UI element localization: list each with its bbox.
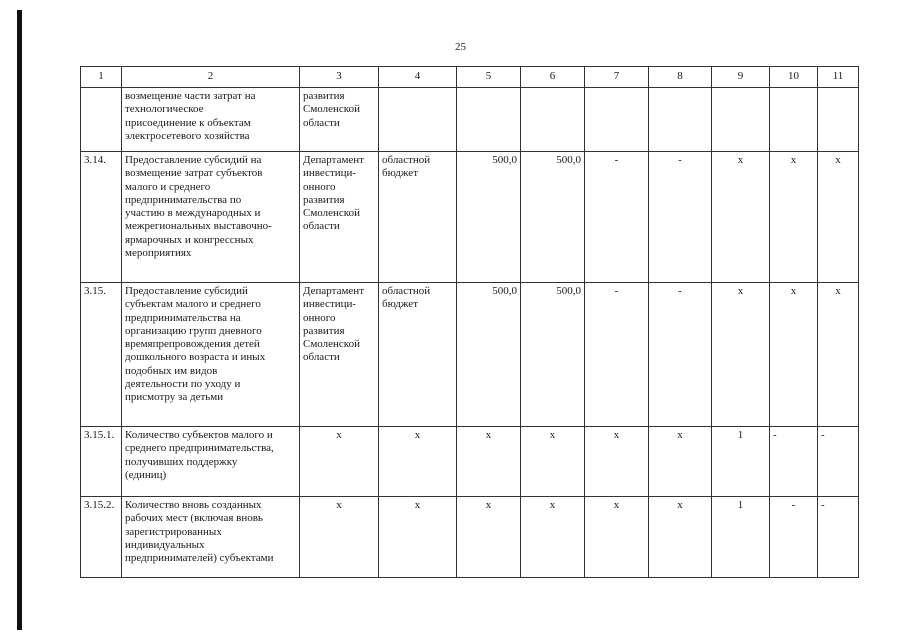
row-value-8: - xyxy=(649,152,712,283)
row-source: областной бюджет xyxy=(379,152,457,283)
row-value-5: 500,0 xyxy=(457,283,521,427)
row-number: 3.14. xyxy=(81,152,122,283)
row-executor: развития Смоленской области xyxy=(300,88,379,152)
header-cell: 10 xyxy=(770,67,818,88)
row-source xyxy=(379,88,457,152)
row-value-5: х xyxy=(457,497,521,578)
row-number xyxy=(81,88,122,152)
row-name: возмещение части затрат на технологическое присоединение к объектам электросетевого хозяйства xyxy=(122,88,300,152)
table-row-3-14 xyxy=(81,152,859,283)
row-name: Предоставление субсидий на возмещение затрат субъектов малого и среднего предпринимательства по участию в международных и межрегиональных выставочно- ярмарочных и конгрессных мероприятиях xyxy=(122,152,300,283)
table-row-3-15-1 xyxy=(81,427,859,497)
row-value-6: 500,0 xyxy=(521,152,585,283)
row-value-10: х xyxy=(770,283,818,427)
row-name: Количество вновь созданных рабочих мест (включая вновь зарегистрированных индивидуальных предпринимателей) субъектами xyxy=(122,497,300,578)
header-cell: 11 xyxy=(818,67,859,88)
row-value-7: - xyxy=(585,283,649,427)
header-cell: 2 xyxy=(122,67,300,88)
row-value-11: - xyxy=(818,427,859,497)
row-value-8 xyxy=(649,88,712,152)
row-name: Предоставление субсидий субъектам малого и среднего предпринимательства на организацию групп дневного времяпрепровождения детей дошкольного возраста и иных подобных им видов деятельности по уходу и присмотру за детьми xyxy=(122,283,300,427)
row-source: х xyxy=(379,427,457,497)
page-number: 25 xyxy=(455,41,466,53)
table-row-continuation xyxy=(81,88,859,152)
row-number: 3.15.1. xyxy=(81,427,122,497)
header-cell: 7 xyxy=(585,67,649,88)
row-value-7: х xyxy=(585,497,649,578)
row-value-8: - xyxy=(649,283,712,427)
row-value-10: - xyxy=(770,497,818,578)
header-cell: 4 xyxy=(379,67,457,88)
row-value-6 xyxy=(521,88,585,152)
table-row-3-15 xyxy=(81,283,859,427)
row-value-5: 500,0 xyxy=(457,152,521,283)
row-value-8: х xyxy=(649,497,712,578)
row-value-10: - xyxy=(770,427,818,497)
row-value-10: х xyxy=(770,152,818,283)
table-row-3-15-2 xyxy=(81,497,859,578)
row-value-6: х xyxy=(521,427,585,497)
scan-edge-line xyxy=(17,10,22,630)
row-value-7 xyxy=(585,88,649,152)
row-value-5 xyxy=(457,88,521,152)
row-value-9: 1 xyxy=(712,427,770,497)
row-executor: Департамент инвестици- онного развития Смоленской области xyxy=(300,283,379,427)
row-source: х xyxy=(379,497,457,578)
row-value-9: х xyxy=(712,283,770,427)
row-value-9 xyxy=(712,88,770,152)
row-value-10 xyxy=(770,88,818,152)
row-value-11 xyxy=(818,88,859,152)
header-cell: 1 xyxy=(81,67,122,88)
header-cell: 3 xyxy=(300,67,379,88)
row-value-8: х xyxy=(649,427,712,497)
row-value-9: х xyxy=(712,152,770,283)
row-executor: Департамент инвестици- онного развития Смоленской области xyxy=(300,152,379,283)
header-cell: 9 xyxy=(712,67,770,88)
row-value-11: х xyxy=(818,152,859,283)
row-value-7: х xyxy=(585,427,649,497)
row-executor: х xyxy=(300,497,379,578)
row-value-6: 500,0 xyxy=(521,283,585,427)
header-cell: 6 xyxy=(521,67,585,88)
header-cell: 8 xyxy=(649,67,712,88)
row-source: областной бюджет xyxy=(379,283,457,427)
row-number: 3.15. xyxy=(81,283,122,427)
header-cell: 5 xyxy=(457,67,521,88)
row-value-11: х xyxy=(818,283,859,427)
row-value-9: 1 xyxy=(712,497,770,578)
row-value-5: х xyxy=(457,427,521,497)
row-value-7: - xyxy=(585,152,649,283)
row-value-11: - xyxy=(818,497,859,578)
row-name: Количество субъектов малого и среднего предпринимательства, получивших поддержку (единиц) xyxy=(122,427,300,497)
row-executor: х xyxy=(300,427,379,497)
row-value-6: х xyxy=(521,497,585,578)
row-number: 3.15.2. xyxy=(81,497,122,578)
program-table xyxy=(80,66,859,578)
header-row xyxy=(81,67,859,88)
